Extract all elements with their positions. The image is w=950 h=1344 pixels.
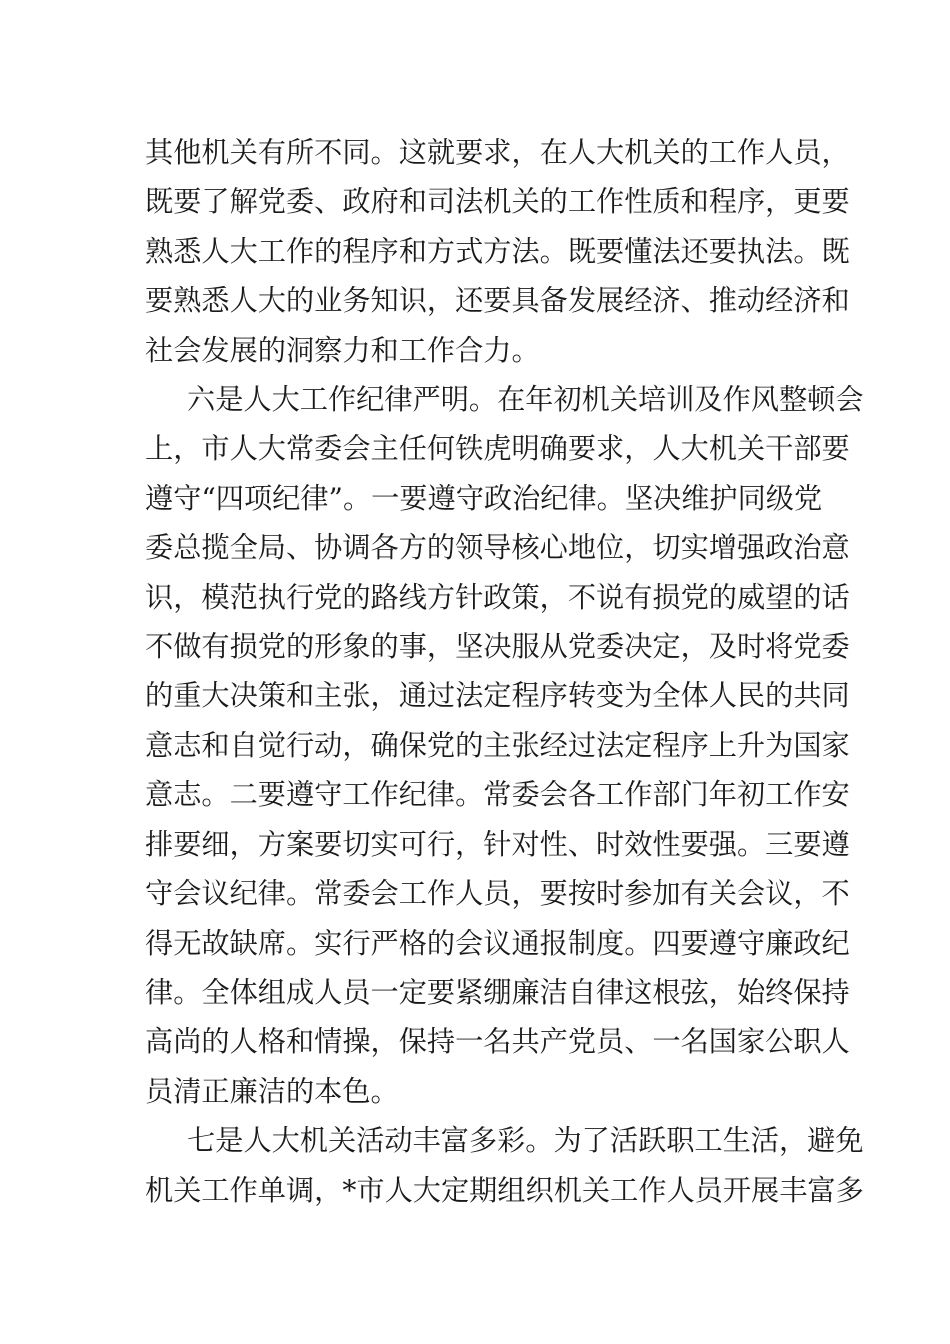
text-line: 六是人大工作纪律严明。在年初机关培训及作风整顿会 <box>187 383 864 417</box>
text-line: 社会发展的洞察力和工作合力。 <box>145 333 540 367</box>
text-line: 委总揽全局、协调各方的领导核心地位，切实增强政治意 <box>145 531 850 565</box>
text-line: 机关工作单调，*市人大定期组织机关工作人员开展丰富多 <box>145 1173 864 1207</box>
text-line: 既要了解党委、政府和司法机关的工作性质和程序，更要 <box>145 185 850 219</box>
text-line: 要熟悉人大的业务知识，还要具备发展经济、推动经济和 <box>145 284 850 318</box>
text-line: 熟悉人大工作的程序和方式方法。既要懂法还要执法。既 <box>145 234 850 268</box>
text-line: 上，市人大常委会主任何铁虎明确要求，人大机关干部要 <box>145 432 850 466</box>
text-line: 高尚的人格和情操，保持一名共产党员、一名国家公职人 <box>145 1025 850 1059</box>
text-line: 七是人大机关活动丰富多彩。为了活跃职工生活，避免 <box>187 1124 864 1158</box>
text-line: 律。全体组成人员一定要紧绷廉洁自律这根弦，始终保持 <box>145 975 850 1009</box>
text-line: 员清正廉洁的本色。 <box>145 1074 399 1108</box>
text-line: 遵守“四项纪律”。一要遵守政治纪律。坚决维护同级党 <box>145 481 823 515</box>
text-line: 不做有损党的形象的事，坚决服从党委决定，及时将党委 <box>145 630 850 664</box>
text-line: 得无故缺席。实行严格的会议通报制度。四要遵守廉政纪 <box>145 926 850 960</box>
text-line: 排要细，方案要切实可行，针对性、时效性要强。三要遵 <box>145 827 850 861</box>
text-line: 意志和自觉行动，确保党的主张经过法定程序上升为国家 <box>145 728 850 762</box>
text-line: 守会议纪律。常委会工作人员，要按时参加有关会议，不 <box>145 877 850 911</box>
text-line: 意志。二要遵守工作纪律。常委会各工作部门年初工作安 <box>145 778 850 812</box>
text-line: 的重大决策和主张，通过法定程序转变为全体人民的共同 <box>145 679 850 713</box>
document-body <box>145 128 864 1215</box>
text-line: 其他机关有所不同。这就要求，在人大机关的工作人员， <box>145 136 850 169</box>
text-line: 识，模范执行党的路线方针政策，不说有损党的威望的话 <box>145 580 850 614</box>
